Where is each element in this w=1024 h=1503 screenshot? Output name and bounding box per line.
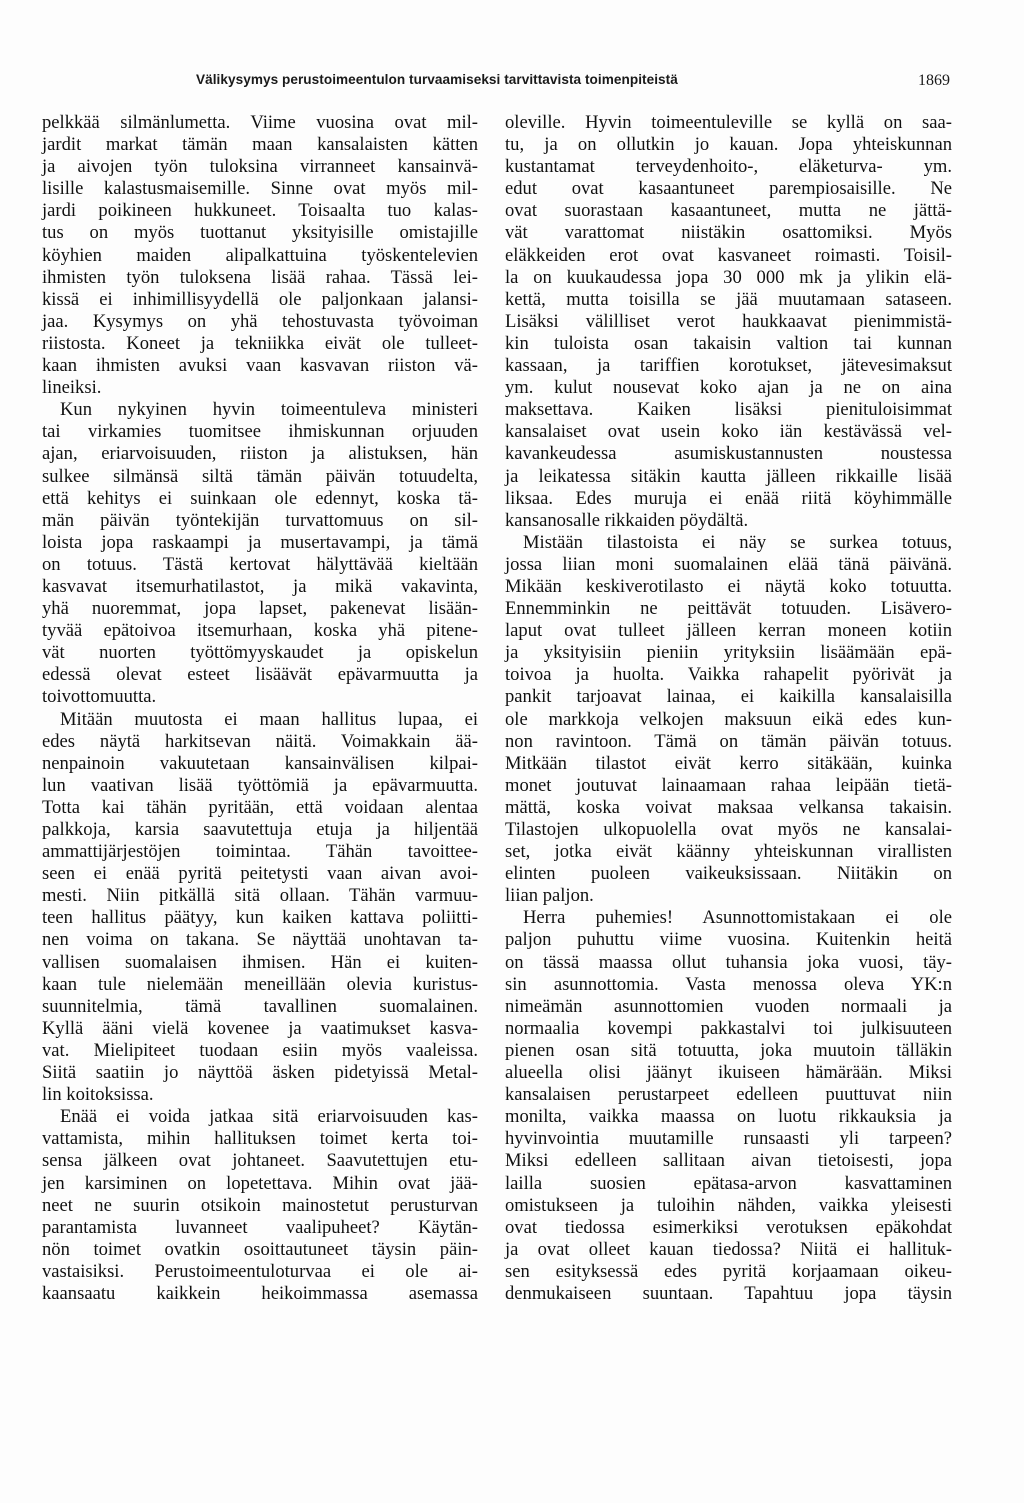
text-line: Mikään keskiverotilasto ei näytä koko totuutta.: [505, 575, 952, 597]
text-line: nön toimet ovatkin osoittautuneet täysin päin-: [42, 1238, 478, 1260]
text-line: Kun nykyinen hyvin toimeentuleva ministeri: [60, 399, 478, 421]
text-line: monet joutuvat lainaamaan rahaa leipään tietä-: [505, 774, 952, 796]
text-line: sulkee silmänsä siltä tämän päivän totuudelta,: [42, 465, 478, 487]
text-line: Lisäksi välilliset verot haukkaavat pienimmistä-: [505, 310, 952, 332]
text-line: ovat tiedossa esimerkiksi verotuksen epäkohdat: [505, 1216, 952, 1238]
text-line: parantamista luvanneet vaalipuheet? Käytän-: [42, 1216, 478, 1238]
text-line: vastaisiksi. Perustoimeentuloturvaa ei ole ai-: [42, 1260, 478, 1282]
text-line: Siitä saatiin jo näyttöä äsken pidetyissä Metal-: [42, 1062, 478, 1084]
text-line: pienen osan sitä totuutta, joka muutoin tälläkin: [505, 1039, 952, 1061]
text-line: edut ovat kasaantuneet parempiosaisille. Ne: [505, 178, 952, 200]
text-line: lailla suosien epätasa-arvon kasvattaminen: [505, 1172, 952, 1194]
text-line: edessä olevat esteet lisäävät epävarmuutta ja: [42, 664, 478, 686]
text-line: sin asunnottomia. Vasta menossa oleva YK:n: [505, 973, 952, 995]
text-line: ja leikatessa sitäkin kautta jälleen rikkaille lisää: [505, 465, 952, 487]
text-line: ym. kulut nousevat koko ajan ja ne on aina: [505, 377, 952, 399]
text-line: pelkkää silmänlumetta. Viime vuosina ovat mil-: [42, 112, 478, 133]
text-line: kin tuloista osan takaisin valtion tai kunnan: [505, 332, 952, 354]
text-line: nimeämän asunnottomien vuoden normaali ja: [505, 995, 952, 1017]
text-line: oleville. Hyvin toimeentuleville se kyllä on saa-: [505, 112, 952, 133]
text-line: tyvää epätoivoa itsemurhaan, koska yhä pitene-: [42, 620, 478, 642]
text-line: alueella olisi jäänyt ikuiseen hämärään. Miksi: [505, 1062, 952, 1084]
text-line: Herra puhemies! Asunnottomistakaan ei ole: [523, 907, 952, 929]
text-line: tai virkamies tuomitsee ihmiskunnan orjuuden: [42, 421, 478, 443]
text-line: tu, ja on ollutkin jo kauan. Jopa yhteiskunnan: [505, 134, 952, 156]
text-line: Mitkään tilastot eivät kerro sitäkään, kuinka: [505, 752, 952, 774]
text-line: vattamista, mihin hallituksen toimet kerta toi-: [42, 1128, 478, 1150]
text-line: Tilastojen ulkopuolella ovat myös ne kansalai-: [505, 819, 952, 840]
text-line: vät nuorten työttömyyskaudet ja opiskelun: [42, 642, 478, 664]
text-line: tus on myös tuottanut yksityisille omistajille: [42, 222, 478, 244]
text-line: lun vaativan lisää työttömiä ja epävarmuutta.: [42, 774, 478, 796]
text-line: la on kuukaudessa jopa 30 000 mk ja ylikin elä-: [505, 266, 952, 288]
text-line: suunnitelmia, tämä tavallinen suomalainen.: [42, 995, 478, 1017]
text-line: lisille kalastusmaisemille. Sinne ovat myös mil-: [42, 178, 478, 200]
text-line: sensa jälkeen ovat johtaneet. Saavutettujen etu-: [42, 1150, 478, 1172]
text-line: maksettava. Kaiken lisäksi pienituloisimmat: [505, 399, 952, 421]
text-line: ammattijärjestöjen toimintaa. Tähän tavoittee-: [42, 841, 478, 863]
text-line: toivoa ja huolta. Vaikka rahapelit pyörivät ja: [505, 664, 952, 686]
text-line: on tässä maassa ollut tuhansia joka vuosi, täy-: [505, 951, 952, 973]
text-line: elinten puoleen vaikeuksissaan. Niitäkin on: [505, 863, 952, 885]
header-title: Välikysymys perustoimeentulon turvaamiseksi tarvittavista toimenpiteistä: [196, 72, 678, 87]
text-line: hyvinvointia muutamille runsaasti yli tarpeen?: [505, 1128, 952, 1150]
text-line: jossa liian moni suomalainen elää tänä päivänä.: [505, 553, 952, 575]
running-header: [196, 72, 950, 96]
text-line: ja aivojen työn tuloksina virranneet kansainvä-: [42, 156, 478, 178]
text-line: jaa. Kysymys on yhä tehostuvasta työvoiman: [42, 310, 478, 332]
text-line: teen hallitus päätyy, kun kaiken kattava poliitti-: [42, 907, 478, 929]
text-line: Ennemminkin ne peittävät totuuden. Lisävero-: [505, 598, 952, 620]
text-line: loista jopa raskaampi ja musertavampi, ja tämä: [42, 531, 478, 553]
text-line: kissä ei inhimillisyydellä ole paljonkaan jalansi-: [42, 288, 478, 310]
text-line: jardit markat tämän maan kansalaisten kätten: [42, 134, 478, 156]
text-line: sen esityksessä edes pyritä korjaamaan oikeu-: [505, 1260, 952, 1282]
text-line: toivottomuutta.: [42, 686, 157, 708]
text-line: mesti. Niin pitkällä sitä ollaan. Tähän varmuu-: [42, 885, 478, 907]
text-line: kaansaatu kaikkein heikoimmassa asemassa: [42, 1282, 478, 1304]
text-line: normaalia kovempi pakkastalvi toi julkisuuteen: [505, 1017, 952, 1039]
text-line: Miksi edelleen sallitaan aivan tietoisesti, jopa: [505, 1150, 952, 1172]
text-line: denmukaiseen suuntaan. Tapahtuu jopa täysin: [505, 1282, 952, 1304]
text-line: Mitään muutosta ei maan hallitus lupaa, ei: [60, 708, 478, 730]
text-line: kaan tule nielemään meneillään olevia kuristus-: [42, 973, 478, 995]
text-line: jen karsiminen on lopetettava. Mihin ovat jää-: [42, 1172, 478, 1194]
text-line: palkkoja, karsia saavutettuja etuja ja hiljentää: [42, 819, 478, 840]
text-line: män päivän työntekijän turvattomuus on sil-: [42, 509, 478, 531]
text-line: jardi poikineen hukkuneet. Toisaalta tuo kalas-: [42, 200, 478, 222]
text-line: eläkkeiden erot ovat kasvaneet roimasti. Toisil-: [505, 244, 952, 266]
text-line: seen ei enää pyritä peitetysti vaan aivan avoi-: [42, 863, 478, 885]
text-line: riistosta. Koneet ja tekniikka eivät ole tulleet-: [42, 332, 478, 354]
text-line: vät varattomat niistäkin osattomiksi. Myös: [505, 222, 952, 244]
text-line: pankit tarjoavat lainaa, ei kaikilla kansalaisilla: [505, 686, 952, 708]
text-line: kaan ihmisten avuksi vaan kasvavan riiston vä-: [42, 355, 478, 377]
text-line: vat. Mielipiteet tuodaan esiin myös vaaleissa.: [42, 1039, 478, 1061]
text-line: että kehitys ei suinkaan ole edennyt, koska tä-: [42, 487, 478, 509]
left-column: [42, 112, 478, 1305]
text-line: kassaan, ja tariffien korotukset, jätevesimaksut: [505, 355, 952, 377]
text-line: kansalaiset ovat usein koko iän kestävässä vel-: [505, 421, 952, 443]
text-line: on totuus. Tästä kertovat hälyttävää kieltään: [42, 553, 478, 575]
text-line: lineiksi.: [42, 377, 102, 399]
text-line: neet ne suurin otsikoin mainostetut perusturvan: [42, 1194, 478, 1216]
text-line: ihmisten työn tuloksena lisää rahaa. Tässä lei-: [42, 266, 478, 288]
text-line: liksaa. Edes muruja ei enää riitä köyhimmälle: [505, 487, 952, 509]
text-line: kustantamat terveydenhoito-, eläketurva- ym.: [505, 156, 952, 178]
text-line: set, jotka eivät käänny yhteiskunnan virallisten: [505, 841, 952, 863]
text-line: kasvavat itsemurhatilastot, ja mikä vakavinta,: [42, 575, 478, 597]
text-line: Mistään tilastoista ei näy se surkea totuus,: [523, 531, 952, 553]
text-line: Enää ei voida jatkaa sitä eriarvoisuuden kas-: [60, 1106, 478, 1128]
text-line: vallisen suomalaisen ihmisen. Hän ei kuiten-: [42, 951, 478, 973]
text-line: Kyllä ääni vielä kovenee ja vaatimukset kasva-: [42, 1017, 478, 1039]
text-line: yhä nuoremmat, jopa lapset, pakenevat lisään-: [42, 598, 478, 620]
text-line: ja ovat olleet kauan tiedossa? Niitä ei hallituk-: [505, 1238, 952, 1260]
text-line: Totta kai tähän pyritään, että voidaan alentaa: [42, 796, 478, 818]
text-line: paljon puhuttu viime vuosina. Kuitenkin heitä: [505, 929, 952, 951]
text-line: non ravintoon. Tämä on tämän päivän totuus.: [505, 730, 952, 752]
text-line: köyhien maiden alipalkattuina työskentelevien: [42, 244, 478, 266]
text-line: ole markkoja velkojen maksuun eikä edes kun-: [505, 708, 952, 730]
text-line: laput ovat tulleet jälleen kerran moneen kotiin: [505, 620, 952, 642]
text-line: omistukseen ja tuloihin nähden, vaikka yleisesti: [505, 1194, 952, 1216]
text-line: lin koitoksissa.: [42, 1084, 154, 1106]
right-column: [505, 112, 952, 1305]
text-line: edes näytä harkitsevan näitä. Voimakkain ää-: [42, 730, 478, 752]
text-line: kavankeudessa asumiskustannusten noustessa: [505, 443, 952, 465]
page-number: 1869: [918, 72, 950, 89]
text-line: ja yksityisiin pieniin yrityksiin lisäämään epä-: [505, 642, 952, 664]
text-line: monilta, vaikka maassa on luotu rikkauksia ja: [505, 1106, 952, 1128]
text-line: liian paljon.: [505, 885, 594, 907]
text-line: ajan, eriarvoisuuden, riiston ja alistuksen, hän: [42, 443, 478, 465]
text-line: mättä, koska voivat maksaa velkansa takaisin.: [505, 796, 952, 818]
text-line: kansanosalle rikkaiden pöydältä.: [505, 509, 749, 531]
text-line: nen voima on takana. Se näyttää unohtavan ta-: [42, 929, 478, 951]
text-line: ovat suorastaan kasaantuneet, mutta ne jättä-: [505, 200, 952, 222]
text-line: kettä, mutta toisilla se jää muutamaan sataseen.: [505, 288, 952, 310]
text-line: nenpainoin vakuutetaan kansainvälisen kilpai-: [42, 752, 478, 774]
text-line: kansalaisen perustarpeet edelleen puuttuvat niin: [505, 1084, 952, 1106]
